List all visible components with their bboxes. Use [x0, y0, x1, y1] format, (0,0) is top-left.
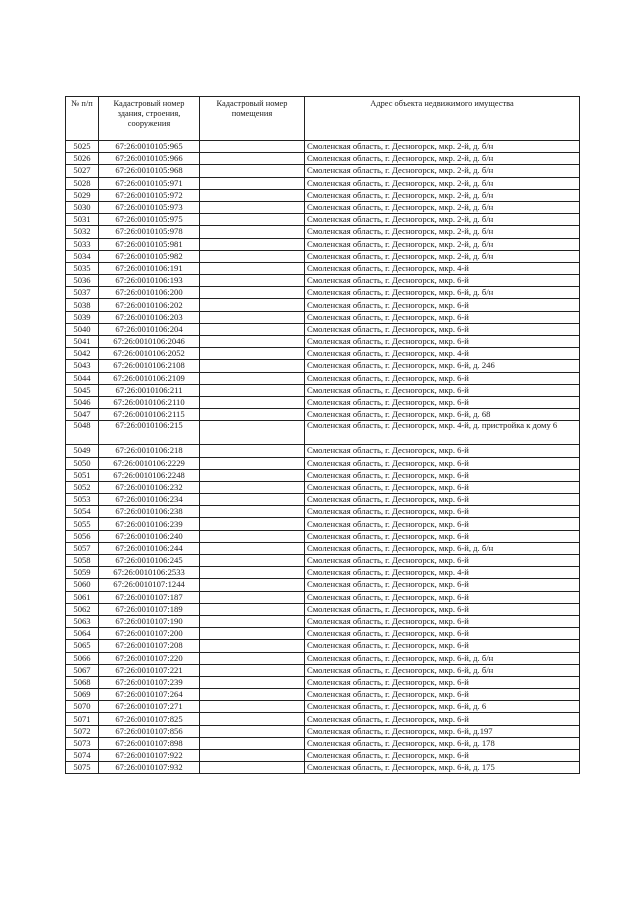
address-cell: Смоленская область, г. Десногорск, мкр. 6-й, д. 246	[305, 360, 580, 372]
table-row	[66, 750, 580, 762]
address-cell: Смоленская область, г. Десногорск, мкр. 6-й	[305, 518, 580, 530]
table-row	[66, 165, 580, 177]
table-row	[66, 360, 580, 372]
row-number-cell: 5026	[66, 153, 99, 165]
premises-cadastral-cell	[200, 177, 305, 189]
address-cell: Смоленская область, г. Десногорск, мкр. 2-й, д. б/н	[305, 238, 580, 250]
premises-cadastral-cell	[200, 250, 305, 262]
table-row	[66, 689, 580, 701]
row-number-cell: 5033	[66, 238, 99, 250]
address-cell: Смоленская область, г. Десногорск, мкр. 4-й	[305, 348, 580, 360]
address-cell: Смоленская область, г. Десногорск, мкр. 6-й	[305, 640, 580, 652]
table-row	[66, 287, 580, 299]
premises-cadastral-cell	[200, 336, 305, 348]
table-row	[66, 384, 580, 396]
table-header-row	[66, 97, 580, 141]
table-row	[66, 336, 580, 348]
row-number-cell: 5071	[66, 713, 99, 725]
premises-cadastral-cell	[200, 737, 305, 749]
address-cell: Смоленская область, г. Десногорск, мкр. 2-й, д. б/н	[305, 177, 580, 189]
premises-cadastral-cell	[200, 664, 305, 676]
building-cadastral-cell: 67:26:0010107:898	[99, 737, 200, 749]
table-row	[66, 737, 580, 749]
table-row	[66, 579, 580, 591]
table-row	[66, 494, 580, 506]
address-cell: Смоленская область, г. Десногорск, мкр. 6-й	[305, 579, 580, 591]
premises-cadastral-cell	[200, 518, 305, 530]
address-cell: Смоленская область, г. Десногорск, мкр. 2-й, д. б/н	[305, 189, 580, 201]
building-cadastral-cell: 67:26:0010106:202	[99, 299, 200, 311]
address-cell: Смоленская область, г. Десногорск, мкр. 6-й	[305, 676, 580, 688]
building-cadastral-cell: 67:26:0010106:215	[99, 421, 200, 445]
row-number-cell: 5052	[66, 481, 99, 493]
table-row	[66, 275, 580, 287]
building-cadastral-cell: 67:26:0010105:971	[99, 177, 200, 189]
address-cell: Смоленская область, г. Десногорск, мкр. 4-й	[305, 262, 580, 274]
property-register-table	[65, 96, 580, 774]
row-number-cell: 5043	[66, 360, 99, 372]
address-cell: Смоленская область, г. Десногорск, мкр. 6-й	[305, 494, 580, 506]
row-number-cell: 5054	[66, 506, 99, 518]
building-cadastral-cell: 67:26:0010105:973	[99, 201, 200, 213]
building-cadastral-cell: 67:26:0010107:271	[99, 701, 200, 713]
premises-cadastral-cell	[200, 141, 305, 153]
row-number-cell: 5031	[66, 214, 99, 226]
premises-cadastral-cell	[200, 384, 305, 396]
building-cadastral-cell: 67:26:0010107:200	[99, 628, 200, 640]
address-cell: Смоленская область, г. Десногорск, мкр. 6-й	[305, 506, 580, 518]
address-cell: Смоленская область, г. Десногорск, мкр. 6-й, д. 68	[305, 409, 580, 421]
table-row	[66, 372, 580, 384]
address-cell: Смоленская область, г. Десногорск, мкр. 6-й	[305, 336, 580, 348]
table-row	[66, 567, 580, 579]
address-cell: Смоленская область, г. Десногорск, мкр. 6-й, д. 175	[305, 762, 580, 774]
row-number-cell: 5074	[66, 750, 99, 762]
table-row	[66, 591, 580, 603]
table-row	[66, 506, 580, 518]
address-cell: Смоленская область, г. Десногорск, мкр. 6-й, д. б/н	[305, 664, 580, 676]
table-row	[66, 153, 580, 165]
building-cadastral-cell: 67:26:0010106:2533	[99, 567, 200, 579]
building-cadastral-cell: 67:26:0010106:234	[99, 494, 200, 506]
premises-cadastral-cell	[200, 323, 305, 335]
building-cadastral-cell: 67:26:0010107:264	[99, 689, 200, 701]
address-cell: Смоленская область, г. Десногорск, мкр. 6-й	[305, 396, 580, 408]
premises-cadastral-cell	[200, 372, 305, 384]
building-cadastral-cell: 67:26:0010107:190	[99, 615, 200, 627]
row-number-cell: 5051	[66, 469, 99, 481]
premises-cadastral-cell	[200, 542, 305, 554]
address-cell: Смоленская область, г. Десногорск, мкр. 2-й, д. б/н	[305, 250, 580, 262]
building-cadastral-cell: 67:26:0010106:2248	[99, 469, 200, 481]
row-number-cell: 5072	[66, 725, 99, 737]
premises-cadastral-cell	[200, 153, 305, 165]
table-row	[66, 238, 580, 250]
table-row	[66, 481, 580, 493]
address-cell: Смоленская область, г. Десногорск, мкр. 6-й	[305, 323, 580, 335]
premises-cadastral-cell	[200, 762, 305, 774]
building-cadastral-cell: 67:26:0010106:204	[99, 323, 200, 335]
building-cadastral-cell: 67:26:0010107:825	[99, 713, 200, 725]
building-cadastral-cell: 67:26:0010106:2052	[99, 348, 200, 360]
premises-cadastral-cell	[200, 226, 305, 238]
building-cadastral-cell: 67:26:0010106:218	[99, 445, 200, 457]
row-number-cell: 5066	[66, 652, 99, 664]
building-cadastral-cell: 67:26:0010106:239	[99, 518, 200, 530]
premises-cadastral-cell	[200, 287, 305, 299]
address-cell: Смоленская область, г. Десногорск, мкр. 4-й	[305, 567, 580, 579]
row-number-cell: 5029	[66, 189, 99, 201]
table-row	[66, 299, 580, 311]
table-row	[66, 725, 580, 737]
row-number-cell: 5039	[66, 311, 99, 323]
row-number-cell: 5034	[66, 250, 99, 262]
address-cell: Смоленская область, г. Десногорск, мкр. 6-й	[305, 591, 580, 603]
row-number-cell: 5041	[66, 336, 99, 348]
premises-cadastral-cell	[200, 360, 305, 372]
address-cell: Смоленская область, г. Десногорск, мкр. 6-й, д. б/н	[305, 287, 580, 299]
row-number-cell: 5055	[66, 518, 99, 530]
row-number-cell: 5046	[66, 396, 99, 408]
header-row-number: № п/п	[66, 97, 99, 141]
row-number-cell: 5065	[66, 640, 99, 652]
building-cadastral-cell: 67:26:0010107:221	[99, 664, 200, 676]
row-number-cell: 5032	[66, 226, 99, 238]
address-cell: Смоленская область, г. Десногорск, мкр. 2-й, д. б/н	[305, 165, 580, 177]
row-number-cell: 5069	[66, 689, 99, 701]
premises-cadastral-cell	[200, 640, 305, 652]
address-cell: Смоленская область, г. Десногорск, мкр. 6-й	[305, 372, 580, 384]
row-number-cell: 5040	[66, 323, 99, 335]
building-cadastral-cell: 67:26:0010105:972	[99, 189, 200, 201]
row-number-cell: 5073	[66, 737, 99, 749]
premises-cadastral-cell	[200, 652, 305, 664]
premises-cadastral-cell	[200, 201, 305, 213]
premises-cadastral-cell	[200, 396, 305, 408]
address-cell: Смоленская область, г. Десногорск, мкр. 6-й	[305, 445, 580, 457]
table-row	[66, 226, 580, 238]
building-cadastral-cell: 67:26:0010106:2108	[99, 360, 200, 372]
address-cell: Смоленская область, г. Десногорск, мкр. 6-й	[305, 530, 580, 542]
row-number-cell: 5067	[66, 664, 99, 676]
row-number-cell: 5075	[66, 762, 99, 774]
row-number-cell: 5057	[66, 542, 99, 554]
row-number-cell: 5036	[66, 275, 99, 287]
row-number-cell: 5061	[66, 591, 99, 603]
row-number-cell: 5038	[66, 299, 99, 311]
table-row	[66, 421, 580, 445]
table-row	[66, 664, 580, 676]
address-cell: Смоленская область, г. Десногорск, мкр. 2-й, д. б/н	[305, 141, 580, 153]
row-number-cell: 5042	[66, 348, 99, 360]
premises-cadastral-cell	[200, 469, 305, 481]
address-cell: Смоленская область, г. Десногорск, мкр. 6-й, д.197	[305, 725, 580, 737]
table-row	[66, 762, 580, 774]
building-cadastral-cell: 67:26:0010106:193	[99, 275, 200, 287]
row-number-cell: 5045	[66, 384, 99, 396]
building-cadastral-cell: 67:26:0010107:187	[99, 591, 200, 603]
premises-cadastral-cell	[200, 189, 305, 201]
table-row	[66, 713, 580, 725]
premises-cadastral-cell	[200, 275, 305, 287]
address-cell: Смоленская область, г. Десногорск, мкр. 6-й	[305, 469, 580, 481]
table-row	[66, 615, 580, 627]
building-cadastral-cell: 67:26:0010107:208	[99, 640, 200, 652]
address-cell: Смоленская область, г. Десногорск, мкр. 6-й	[305, 275, 580, 287]
address-cell: Смоленская область, г. Десногорск, мкр. 6-й	[305, 689, 580, 701]
building-cadastral-cell: 67:26:0010106:2046	[99, 336, 200, 348]
address-cell: Смоленская область, г. Десногорск, мкр. 6-й	[305, 750, 580, 762]
building-cadastral-cell: 67:26:0010106:2229	[99, 457, 200, 469]
table-row	[66, 396, 580, 408]
building-cadastral-cell: 67:26:0010106:244	[99, 542, 200, 554]
premises-cadastral-cell	[200, 299, 305, 311]
table-row	[66, 628, 580, 640]
premises-cadastral-cell	[200, 409, 305, 421]
address-cell: Смоленская область, г. Десногорск, мкр. 2-й, д. б/н	[305, 153, 580, 165]
premises-cadastral-cell	[200, 421, 305, 445]
premises-cadastral-cell	[200, 530, 305, 542]
building-cadastral-cell: 67:26:0010107:932	[99, 762, 200, 774]
table-row	[66, 542, 580, 554]
row-number-cell: 5027	[66, 165, 99, 177]
address-cell: Смоленская область, г. Десногорск, мкр. 6-й	[305, 555, 580, 567]
premises-cadastral-cell	[200, 591, 305, 603]
address-cell: Смоленская область, г. Десногорск, мкр. 6-й	[305, 603, 580, 615]
table-row	[66, 141, 580, 153]
address-cell: Смоленская область, г. Десногорск, мкр. 6-й	[305, 615, 580, 627]
row-number-cell: 5050	[66, 457, 99, 469]
premises-cadastral-cell	[200, 628, 305, 640]
premises-cadastral-cell	[200, 506, 305, 518]
premises-cadastral-cell	[200, 579, 305, 591]
premises-cadastral-cell	[200, 750, 305, 762]
row-number-cell: 5070	[66, 701, 99, 713]
building-cadastral-cell: 67:26:0010106:2110	[99, 396, 200, 408]
premises-cadastral-cell	[200, 603, 305, 615]
row-number-cell: 5056	[66, 530, 99, 542]
address-cell: Смоленская область, г. Десногорск, мкр. 6-й, д. б/н	[305, 542, 580, 554]
row-number-cell: 5035	[66, 262, 99, 274]
table-row	[66, 409, 580, 421]
building-cadastral-cell: 67:26:0010106:203	[99, 311, 200, 323]
table-row	[66, 445, 580, 457]
premises-cadastral-cell	[200, 615, 305, 627]
table-row	[66, 323, 580, 335]
row-number-cell: 5058	[66, 555, 99, 567]
address-cell: Смоленская область, г. Десногорск, мкр. 6-й	[305, 481, 580, 493]
address-cell: Смоленская область, г. Десногорск, мкр. 2-й, д. б/н	[305, 214, 580, 226]
address-cell: Смоленская область, г. Десногорск, мкр. 6-й	[305, 384, 580, 396]
building-cadastral-cell: 67:26:0010105:965	[99, 141, 200, 153]
header-address: Адрес объекта недвижимого имущества	[305, 97, 580, 141]
building-cadastral-cell: 67:26:0010107:220	[99, 652, 200, 664]
premises-cadastral-cell	[200, 725, 305, 737]
row-number-cell: 5068	[66, 676, 99, 688]
building-cadastral-cell: 67:26:0010105:966	[99, 153, 200, 165]
premises-cadastral-cell	[200, 481, 305, 493]
row-number-cell: 5053	[66, 494, 99, 506]
building-cadastral-cell: 67:26:0010105:975	[99, 214, 200, 226]
address-cell: Смоленская область, г. Десногорск, мкр. 6-й, д. 6	[305, 701, 580, 713]
row-number-cell: 5047	[66, 409, 99, 421]
table-row	[66, 640, 580, 652]
building-cadastral-cell: 67:26:0010106:200	[99, 287, 200, 299]
header-premises-cadastral-number: Кадастровый номер помещения	[200, 97, 305, 141]
premises-cadastral-cell	[200, 311, 305, 323]
building-cadastral-cell: 67:26:0010107:922	[99, 750, 200, 762]
row-number-cell: 5059	[66, 567, 99, 579]
row-number-cell: 5028	[66, 177, 99, 189]
table-row	[66, 189, 580, 201]
building-cadastral-cell: 67:26:0010105:968	[99, 165, 200, 177]
premises-cadastral-cell	[200, 165, 305, 177]
building-cadastral-cell: 67:26:0010107:1244	[99, 579, 200, 591]
table-row	[66, 652, 580, 664]
row-number-cell: 5025	[66, 141, 99, 153]
building-cadastral-cell: 67:26:0010107:189	[99, 603, 200, 615]
header-building-cadastral-number: Кадастровый номер здания, строения, сооружения	[99, 97, 200, 141]
building-cadastral-cell: 67:26:0010105:981	[99, 238, 200, 250]
building-cadastral-cell: 67:26:0010106:238	[99, 506, 200, 518]
table-row	[66, 469, 580, 481]
premises-cadastral-cell	[200, 567, 305, 579]
table-row	[66, 348, 580, 360]
address-cell: Смоленская область, г. Десногорск, мкр. 6-й, д. б/н	[305, 652, 580, 664]
building-cadastral-cell: 67:26:0010105:978	[99, 226, 200, 238]
premises-cadastral-cell	[200, 262, 305, 274]
building-cadastral-cell: 67:26:0010107:239	[99, 676, 200, 688]
address-cell: Смоленская область, г. Десногорск, мкр. 6-й, д. 178	[305, 737, 580, 749]
address-cell: Смоленская область, г. Десногорск, мкр. 2-й, д. б/н	[305, 226, 580, 238]
table-row	[66, 555, 580, 567]
building-cadastral-cell: 67:26:0010106:191	[99, 262, 200, 274]
table-row	[66, 603, 580, 615]
address-cell: Смоленская область, г. Десногорск, мкр. 6-й	[305, 628, 580, 640]
row-number-cell: 5048	[66, 421, 99, 445]
row-number-cell: 5060	[66, 579, 99, 591]
premises-cadastral-cell	[200, 555, 305, 567]
row-number-cell: 5049	[66, 445, 99, 457]
address-cell: Смоленская область, г. Десногорск, мкр. 4-й, д. пристройка к дому 6	[305, 421, 580, 445]
building-cadastral-cell: 67:26:0010106:245	[99, 555, 200, 567]
table-row	[66, 701, 580, 713]
table-row	[66, 518, 580, 530]
table-row	[66, 676, 580, 688]
table-row	[66, 177, 580, 189]
row-number-cell: 5030	[66, 201, 99, 213]
table-row	[66, 214, 580, 226]
premises-cadastral-cell	[200, 689, 305, 701]
premises-cadastral-cell	[200, 676, 305, 688]
premises-cadastral-cell	[200, 494, 305, 506]
premises-cadastral-cell	[200, 348, 305, 360]
building-cadastral-cell: 67:26:0010106:2109	[99, 372, 200, 384]
row-number-cell: 5064	[66, 628, 99, 640]
building-cadastral-cell: 67:26:0010106:211	[99, 384, 200, 396]
table-row	[66, 201, 580, 213]
address-cell: Смоленская область, г. Десногорск, мкр. 6-й	[305, 457, 580, 469]
row-number-cell: 5044	[66, 372, 99, 384]
address-cell: Смоленская область, г. Десногорск, мкр. 6-й	[305, 311, 580, 323]
table-row	[66, 530, 580, 542]
building-cadastral-cell: 67:26:0010106:2115	[99, 409, 200, 421]
table-row	[66, 457, 580, 469]
row-number-cell: 5037	[66, 287, 99, 299]
table-row	[66, 250, 580, 262]
address-cell: Смоленская область, г. Десногорск, мкр. 2-й, д. б/н	[305, 201, 580, 213]
premises-cadastral-cell	[200, 238, 305, 250]
premises-cadastral-cell	[200, 214, 305, 226]
premises-cadastral-cell	[200, 713, 305, 725]
address-cell: Смоленская область, г. Десногорск, мкр. 6-й	[305, 299, 580, 311]
address-cell: Смоленская область, г. Десногорск, мкр. 6-й	[305, 713, 580, 725]
building-cadastral-cell: 67:26:0010106:240	[99, 530, 200, 542]
table-row	[66, 262, 580, 274]
row-number-cell: 5062	[66, 603, 99, 615]
premises-cadastral-cell	[200, 701, 305, 713]
building-cadastral-cell: 67:26:0010106:232	[99, 481, 200, 493]
table-row	[66, 311, 580, 323]
premises-cadastral-cell	[200, 445, 305, 457]
building-cadastral-cell: 67:26:0010107:856	[99, 725, 200, 737]
building-cadastral-cell: 67:26:0010105:982	[99, 250, 200, 262]
premises-cadastral-cell	[200, 457, 305, 469]
table-body	[66, 141, 580, 774]
row-number-cell: 5063	[66, 615, 99, 627]
